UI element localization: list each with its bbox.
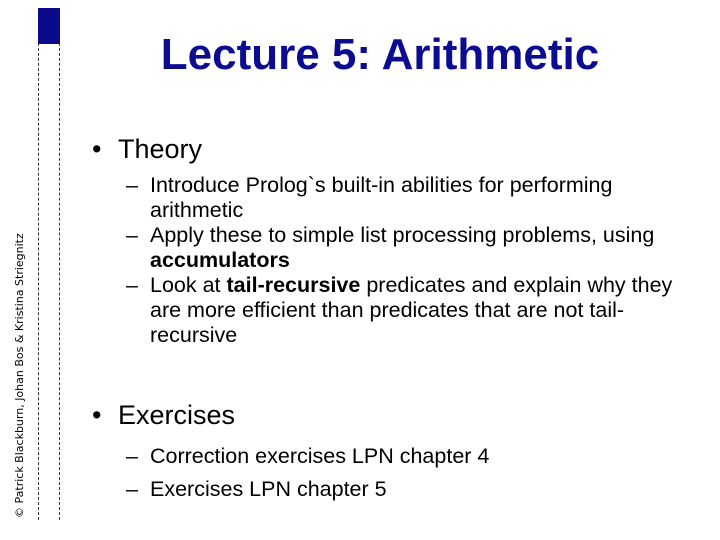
theory-sub-list [126, 173, 696, 348]
bullet-icon: • [92, 134, 102, 164]
sub-item-correction [126, 440, 696, 473]
sub-item-text: Apply these to simple list processing problems, using [150, 223, 655, 247]
dash-icon: – [126, 223, 138, 247]
sub-item-introduce [126, 173, 696, 223]
sub-item-apply [126, 223, 696, 273]
sub-item-exercises [126, 473, 696, 506]
sub-item-look [126, 273, 696, 348]
sub-item-text: Look at [150, 273, 227, 297]
bullet-theory [92, 134, 202, 165]
sub-item-text: Correction exercises LPN chapter 4 [150, 444, 490, 468]
dash-icon: – [126, 173, 138, 197]
bullet-icon: • [92, 400, 102, 430]
keyword-tail-recursive: tail-recursive [226, 273, 361, 297]
dash-icon: – [126, 273, 138, 297]
side-decoration-block [38, 8, 60, 44]
bullet-exercises [92, 400, 235, 431]
section-heading-theory: Theory [118, 134, 203, 164]
sub-item-text: Exercises LPN chapter 5 [150, 477, 387, 501]
section-heading-exercises: Exercises [118, 400, 236, 430]
dash-icon: – [126, 444, 138, 468]
side-decoration-bar [38, 8, 60, 520]
sub-item-text: Introduce Prolog`s built-in abilities for performing arithmetic [150, 173, 613, 222]
dash-icon: – [126, 477, 138, 501]
sub-item-text-cont: predicates and explain why they are more efficient than predicates that are not tail-recursive [150, 273, 673, 347]
exercises-sub-list [126, 440, 696, 506]
copyright-notice: © Patrick Blackburn, Johan Bos & Kristina Striegnitz [13, 233, 26, 518]
keyword-accumulators: accumulators [150, 248, 290, 272]
slide-title: Lecture 5: Arithmetic [160, 30, 600, 79]
